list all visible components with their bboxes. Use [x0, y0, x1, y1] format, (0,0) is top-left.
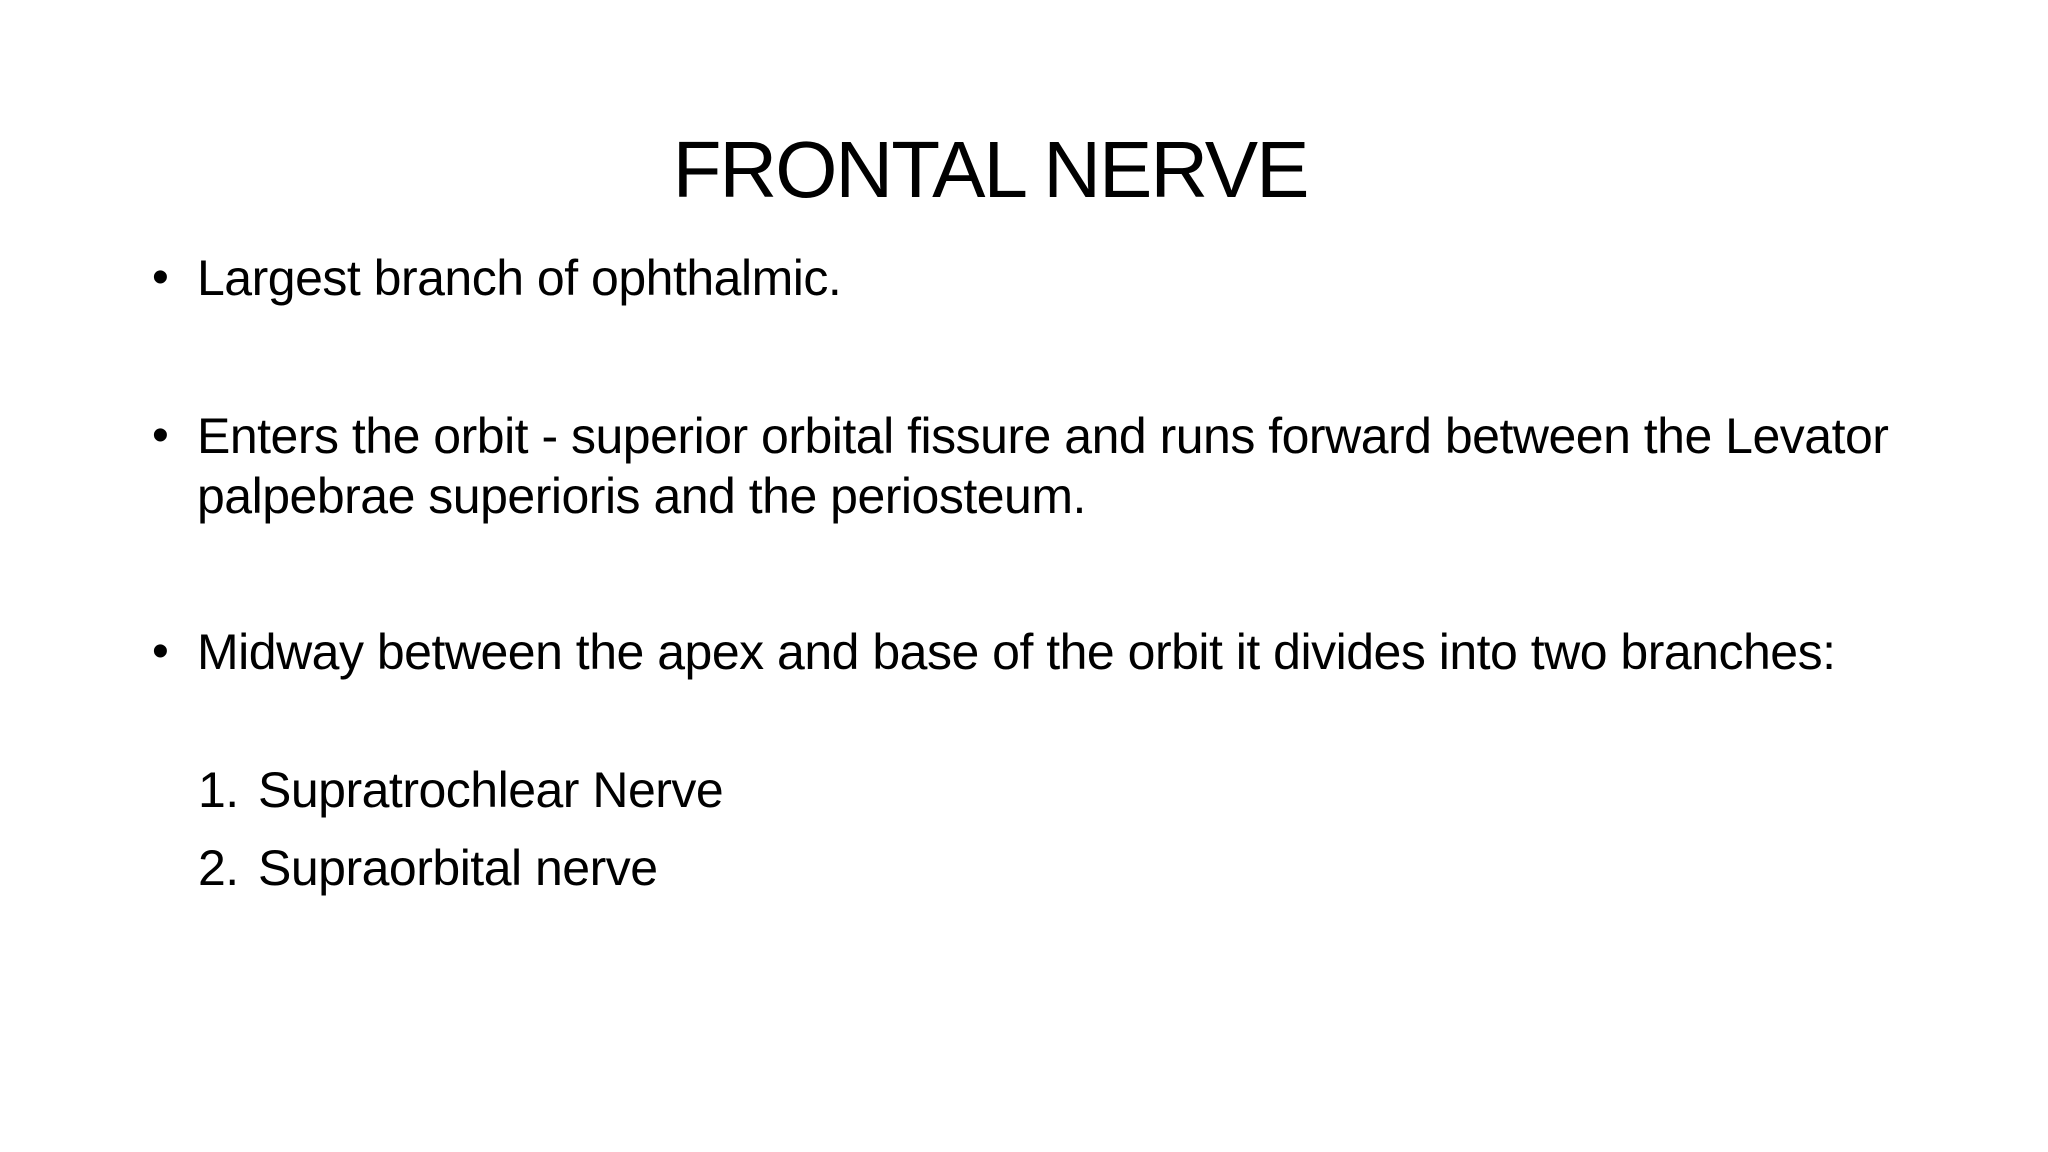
branch-label: Supraorbital nerve: [258, 840, 658, 896]
bullet-marker: •: [152, 625, 169, 678]
bullet-text: Enters the orbit - superior orbital fissure and runs forward between the Levator palpebrae superioris and the periosteum.: [197, 408, 1889, 524]
bullet-text: Largest branch of ophthalmic.: [197, 250, 842, 306]
branch-item: [198, 760, 1198, 820]
branch-number: 1.: [198, 762, 239, 818]
slide-title: FRONTAL NERVE: [672, 125, 1308, 214]
bullet-marker: •: [152, 251, 169, 304]
bullet-text: Midway between the apex and base of the orbit it divides into two branches:: [197, 624, 1836, 680]
branch-number: 2.: [198, 840, 239, 896]
bullet-marker: •: [152, 409, 169, 462]
branch-item: [198, 838, 1198, 898]
branch-label: Supratrochlear Nerve: [258, 762, 724, 818]
